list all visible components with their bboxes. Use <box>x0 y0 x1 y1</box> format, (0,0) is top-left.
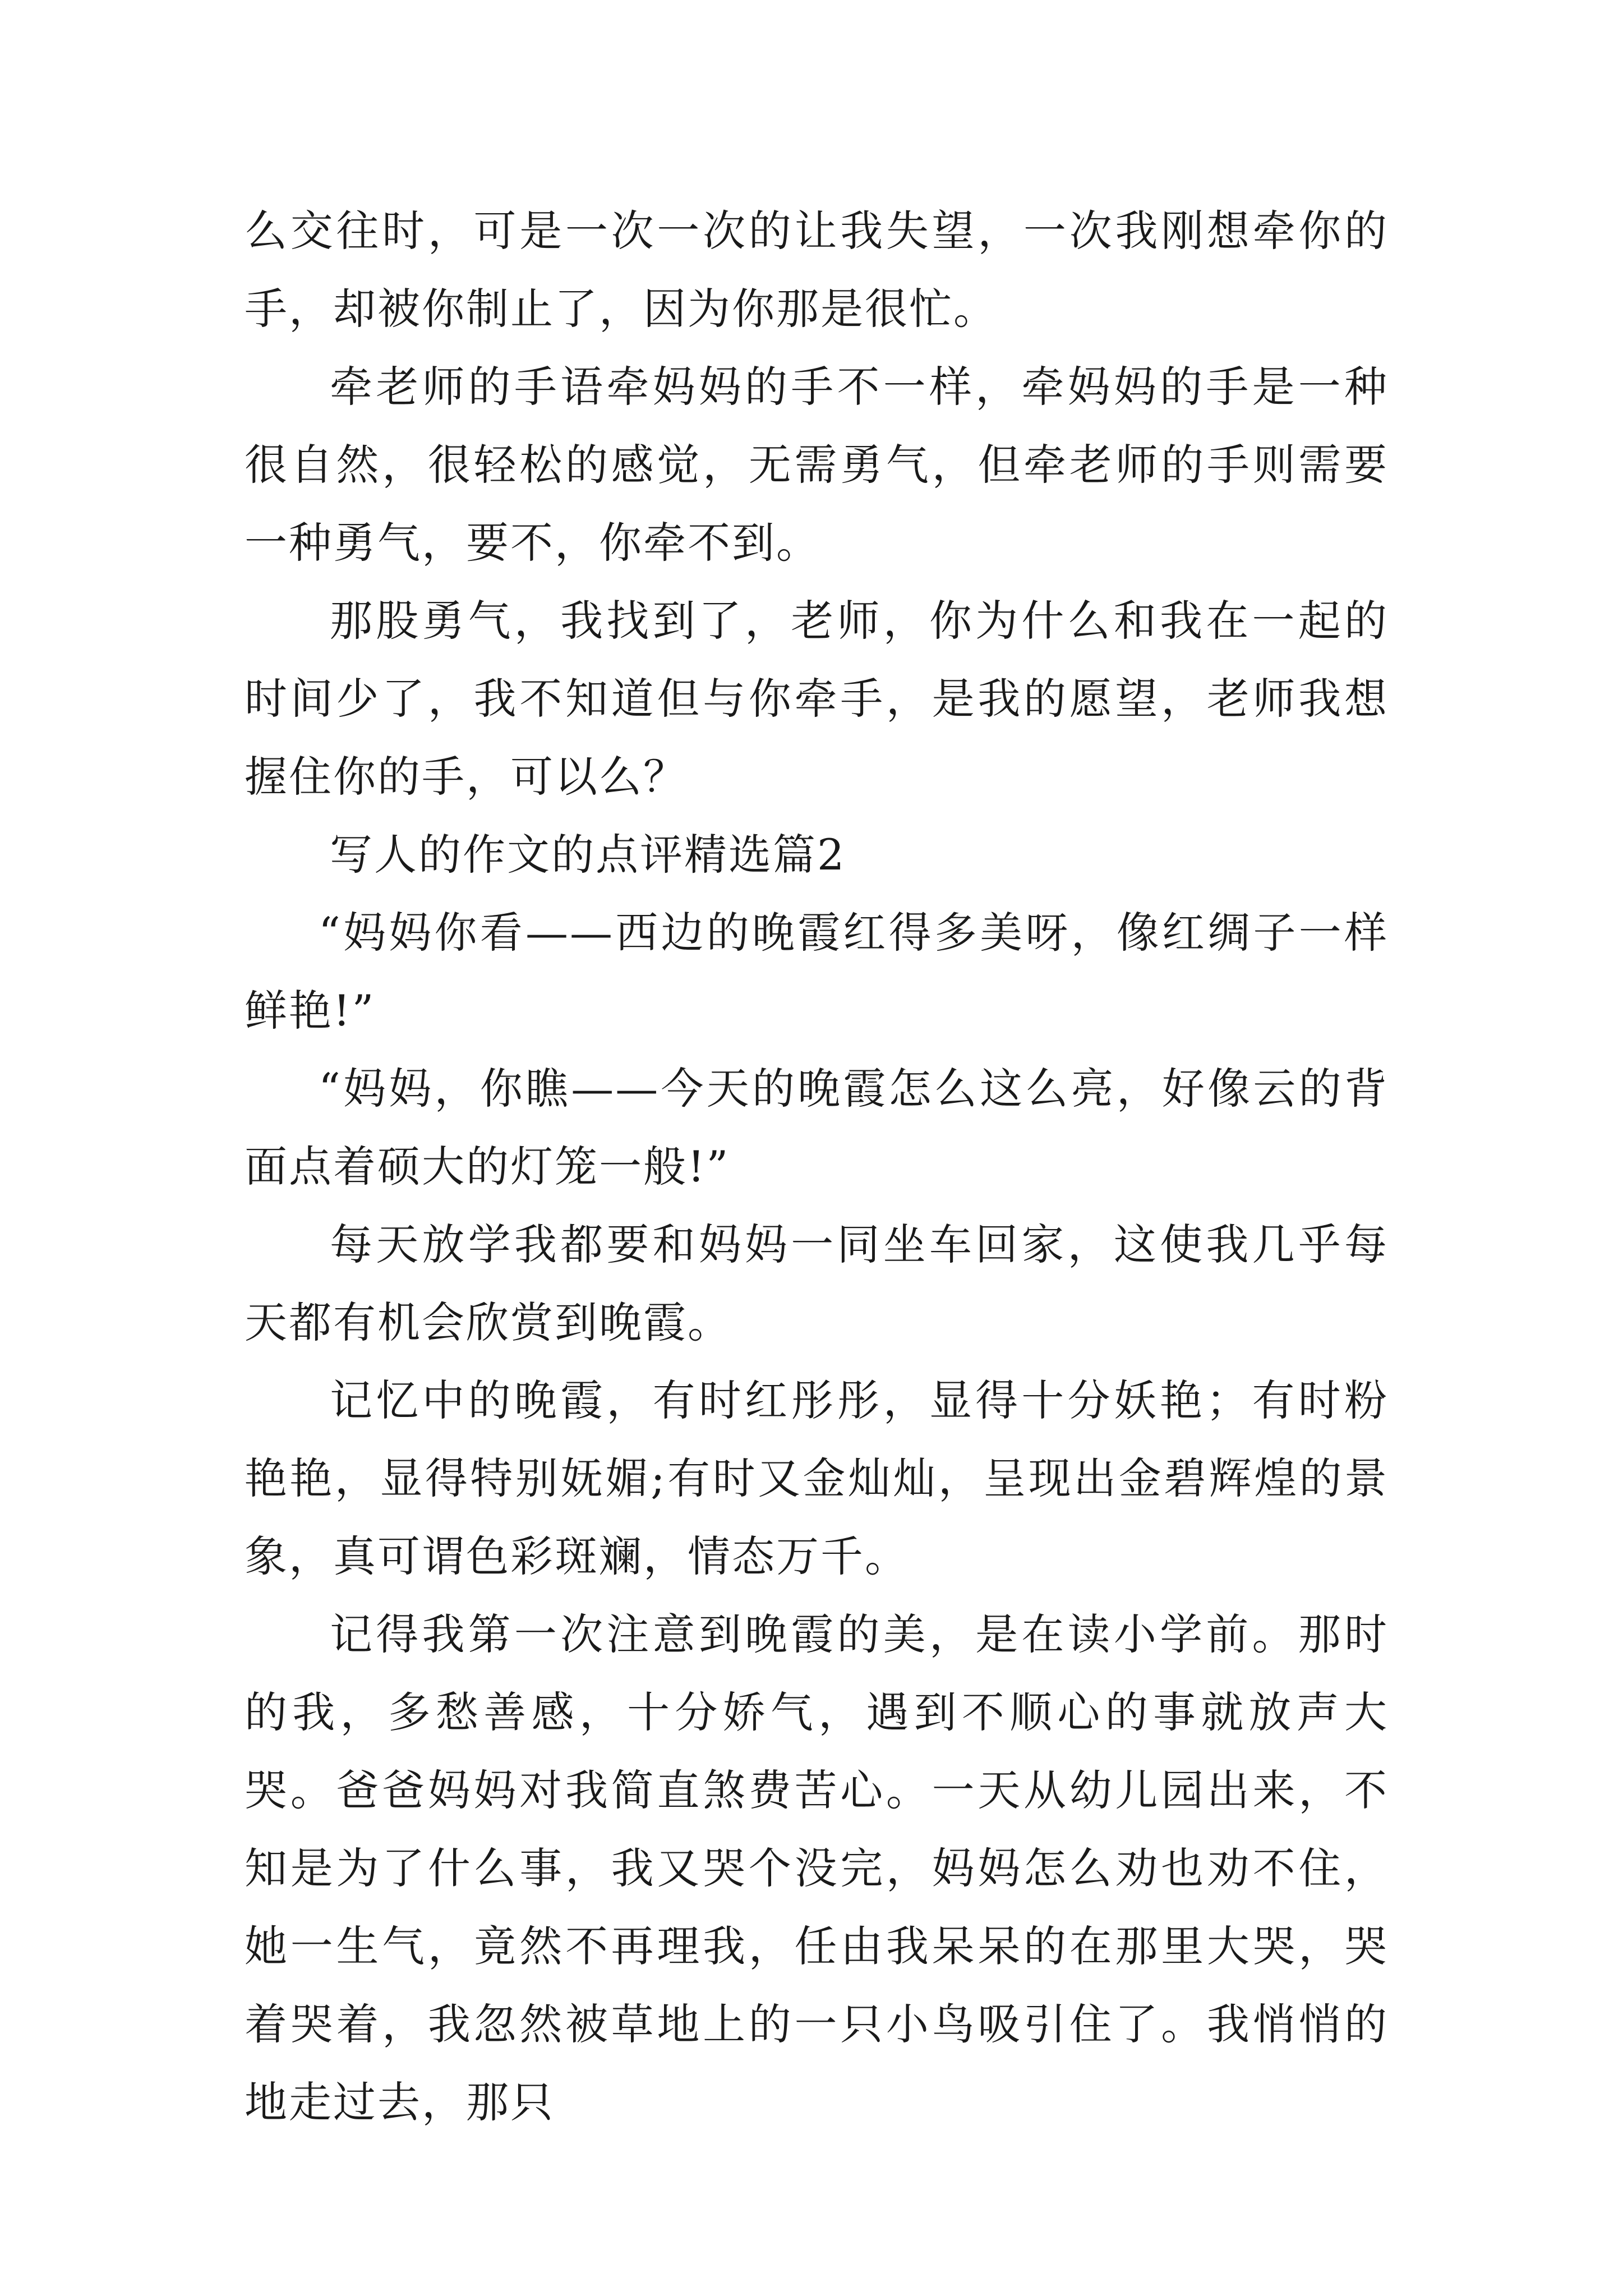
paragraph-continuation: 么交往时，可是一次一次的让我失望，一次我刚想牵你的手，却被你制止了，因为你那是很忙。 <box>245 206 1389 334</box>
paragraph: 记忆中的晚霞，有时红彤彤，显得十分妖艳；有时粉艳艳，显得特别妩媚;有时又金灿灿，呈现出金碧辉煌的景象，真可谓色彩斑斓，情态万千。 <box>245 1375 1389 1581</box>
body-text <box>245 192 1389 2141</box>
paragraph-quote: “妈妈，你瞧——今天的晚霞怎么这么亮，好像云的背面点着硕大的灯笼一般!” <box>245 1064 1389 1191</box>
paragraph: 牵老师的手语牵妈妈的手不一样，牵妈妈的手是一种很自然，很轻松的感觉，无需勇气，但牵老师的手则需要一种勇气，要不，你牵不到。 <box>245 362 1389 568</box>
paragraph: 那股勇气，我找到了，老师，你为什么和我在一起的时间少了，我不知道但与你牵手，是我的愿望，老师我想握住你的手，可以么？ <box>245 596 1389 802</box>
section-heading: 写人的作文的点评精选篇2 <box>330 830 846 880</box>
paragraph-quote: “妈妈你看——西边的晚霞红得多美呀，像红绸子一样鲜艳!” <box>245 908 1389 1036</box>
paragraph: 每天放学我都要和妈妈一同坐车回家，这使我几乎每天都有机会欣赏到晚霞。 <box>245 1220 1389 1347</box>
paragraph: 记得我第一次注意到晚霞的美，是在读小学前。那时的我，多愁善感，十分娇气，遇到不顺心的事就放声大哭。爸爸妈妈对我简直煞费苦心。一天从幼儿园出来，不知是为了什么事，我又哭个没完，妈妈怎么劝也劝不住，她一生气，竟然不再理我，任由我呆呆的在那里大哭，哭着哭着，我忽然被草地上的一只小鸟吸引住了。我悄悄的地走过去，那只 <box>245 1609 1389 2127</box>
